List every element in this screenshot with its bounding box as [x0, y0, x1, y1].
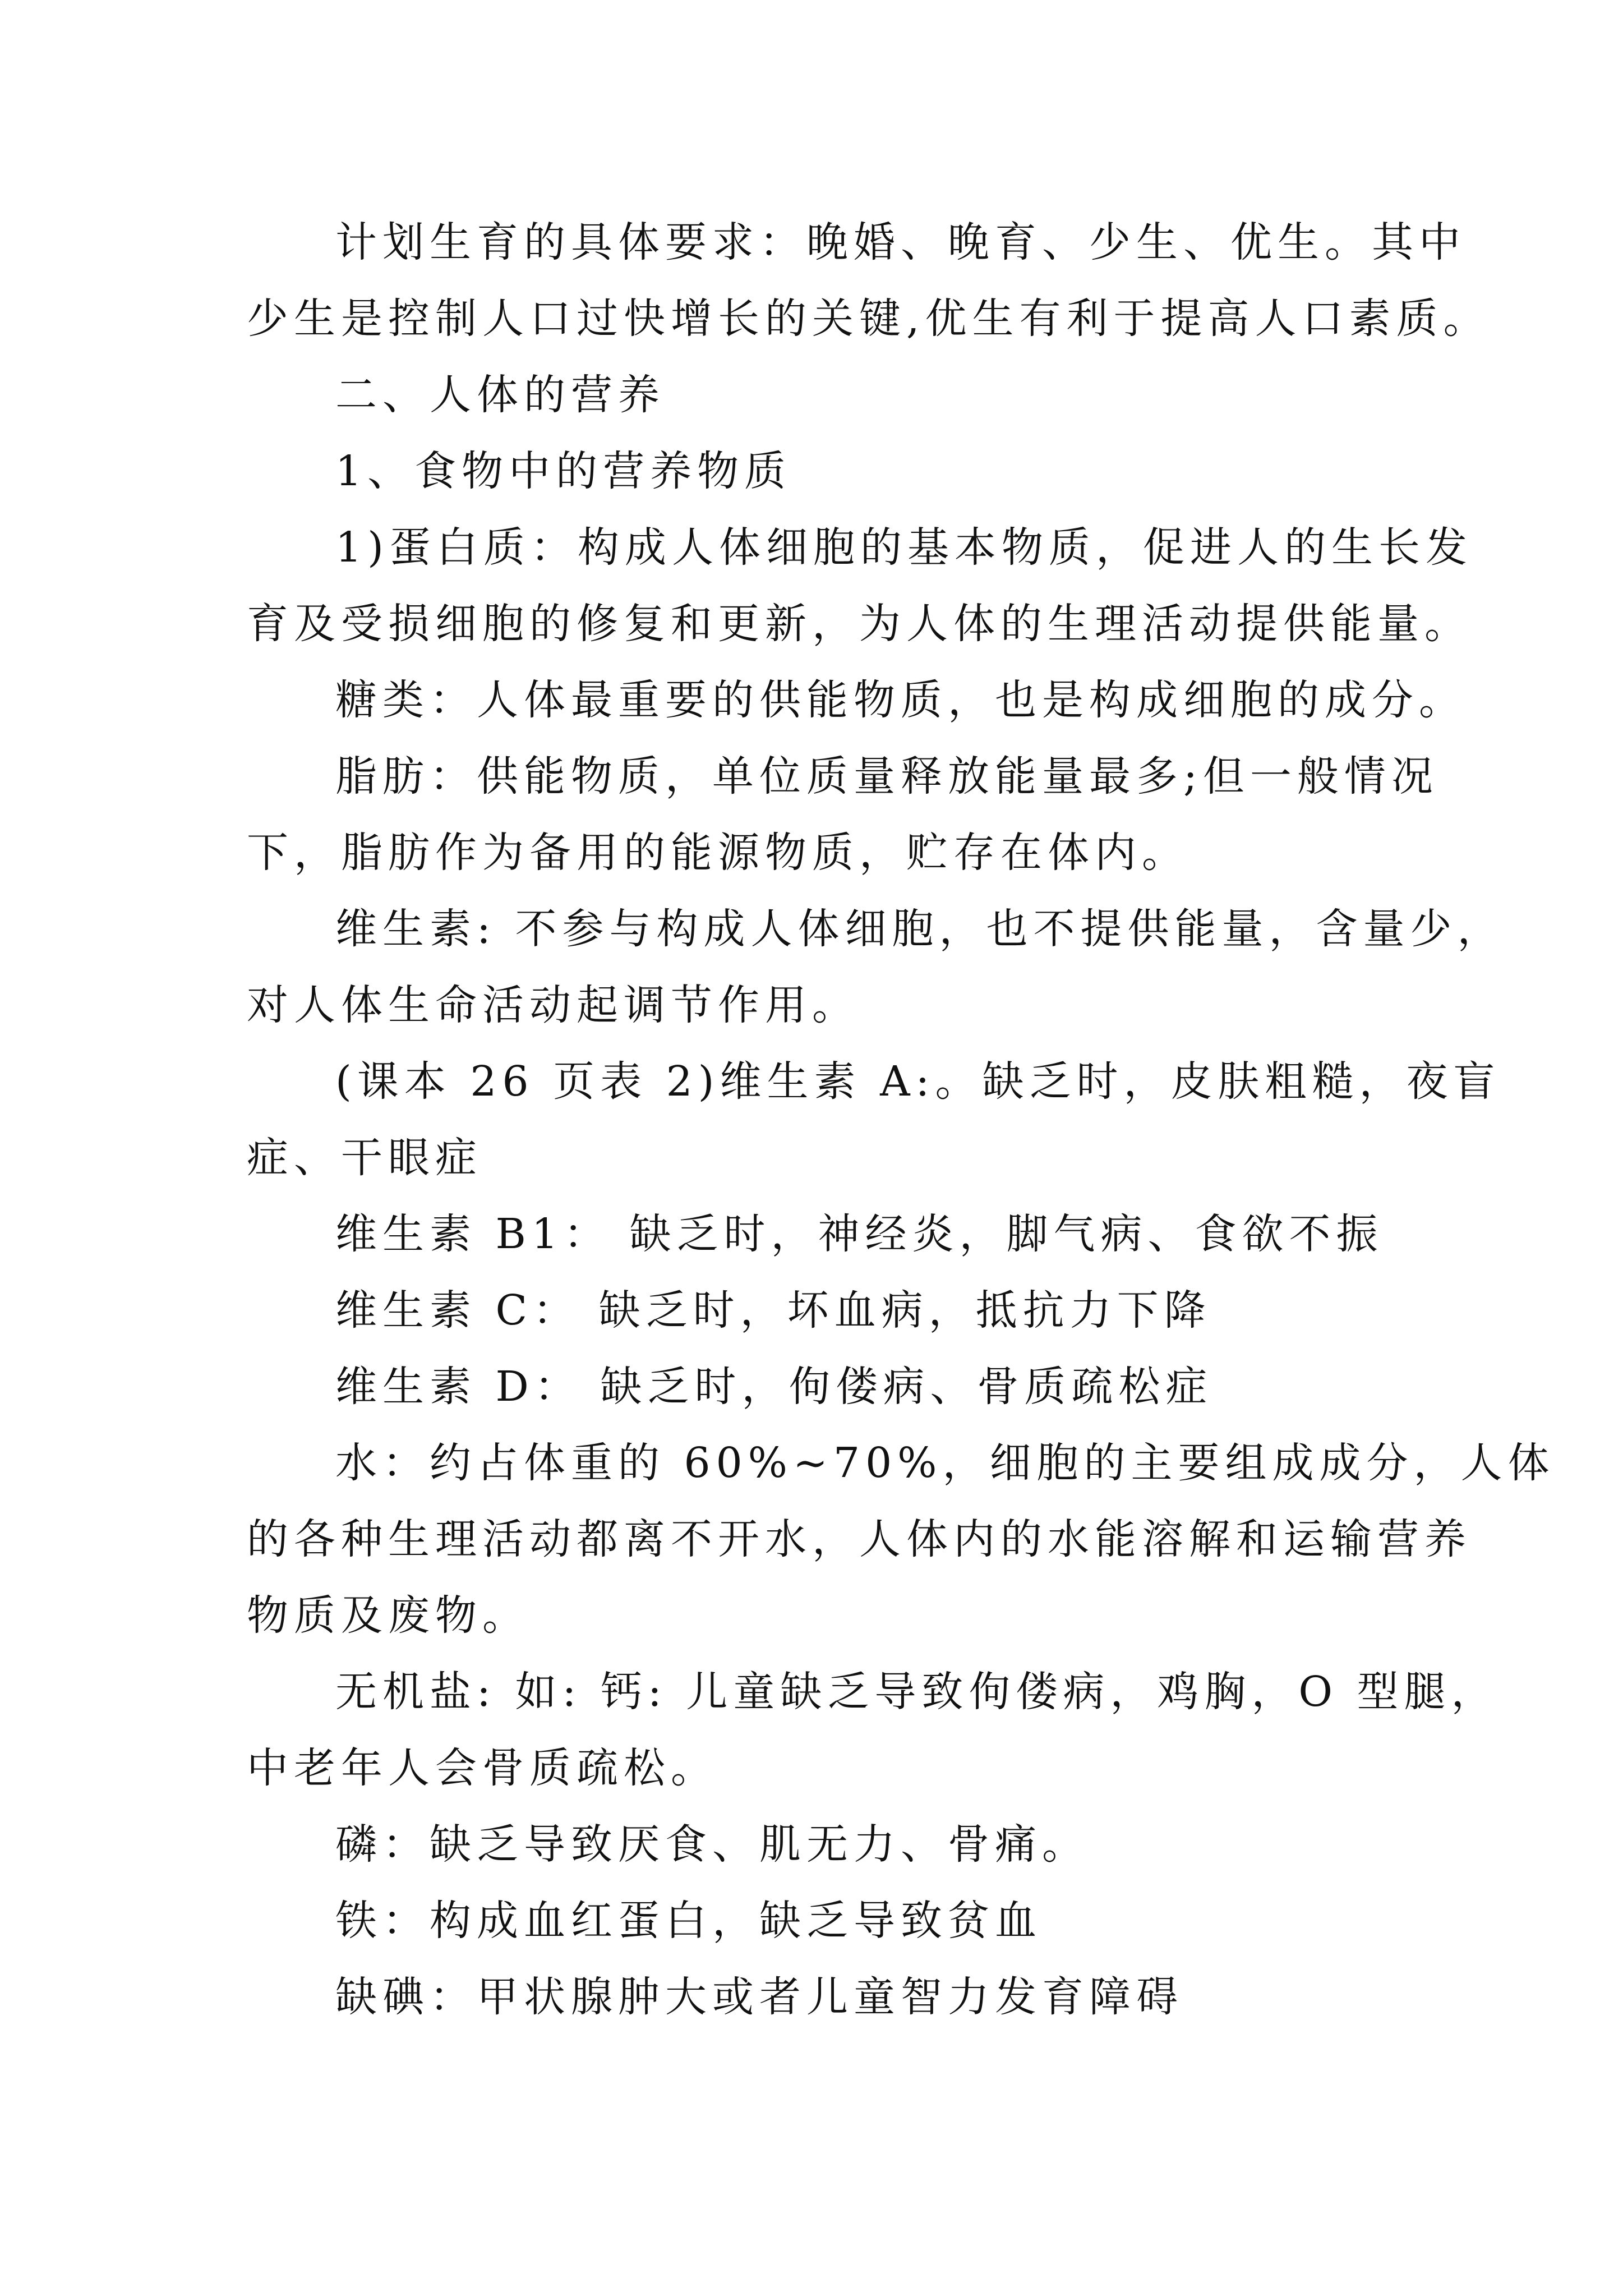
text-line: 育及受损细胞的修复和更新，为人体的生理活动提供能量。 [247, 600, 1472, 648]
text-line: 物质及废物。 [247, 1591, 529, 1640]
text-line: 对人体生命活动起调节作用。 [247, 981, 859, 1029]
text-line: 脂肪：供能物质，单位质量释放能量最多;但一般情况 [335, 752, 1438, 800]
text-line: 磷：缺乏导致厌食、肌无力、骨痛。 [335, 1820, 1089, 1869]
section-heading: 二、人体的营养 [335, 371, 665, 419]
text-line: 维生素 C： 缺乏时，坏血病，抵抗力下降 [335, 1286, 1211, 1335]
text-line: 中老年人会骨质疏松。 [247, 1744, 718, 1792]
text-line: 铁：构成血红蛋白，缺乏导致贫血 [335, 1897, 1042, 1945]
text-line: 1)蛋白质：构成人体细胞的基本物质，促进人的生长发 [335, 523, 1473, 572]
text-line: 维生素 D： 缺乏时，佝偻病、骨质疏松症 [335, 1363, 1213, 1411]
text-line: 症、干眼症 [247, 1134, 482, 1182]
subsection-heading: 1、食物中的营养物质 [335, 447, 792, 495]
text-line: 无机盐: 如: 钙: 儿童缺乏导致佝偻病，鸡胸，O 型腿， [335, 1668, 1498, 1716]
text-line: 缺碘：甲状腺肿大或者儿童智力发育障碍 [335, 1973, 1183, 2021]
text-line: 计划生育的具体要求：晚婚、晚育、少生、优生。其中 [335, 218, 1466, 266]
text-line: 糖类：人体最重要的供能物质，也是构成细胞的成分。 [335, 676, 1466, 724]
text-line: (课本 26 页表 2)维生素 A:。缺乏时，皮肤粗糙，夜盲 [335, 1057, 1501, 1106]
text-line: 的各种生理活动都离不开水，人体内的水能溶解和运输营养 [247, 1515, 1472, 1563]
text-line: 少生是控制人口过快增长的关键,优生有利于提高人口素质。 [247, 295, 1491, 343]
text-line: 下，脂肪作为备用的能源物质，贮存在体内。 [247, 829, 1189, 877]
text-line: 维生素 B1： 缺乏时，神经炎，脚气病、食欲不振 [335, 1210, 1384, 1258]
text-line: 水：约占体重的 60%~70%，细胞的主要组成成分，人体 [335, 1439, 1555, 1487]
text-line: 维生素: 不参与构成人体细胞，也不提供能量，含量少， [335, 905, 1505, 953]
